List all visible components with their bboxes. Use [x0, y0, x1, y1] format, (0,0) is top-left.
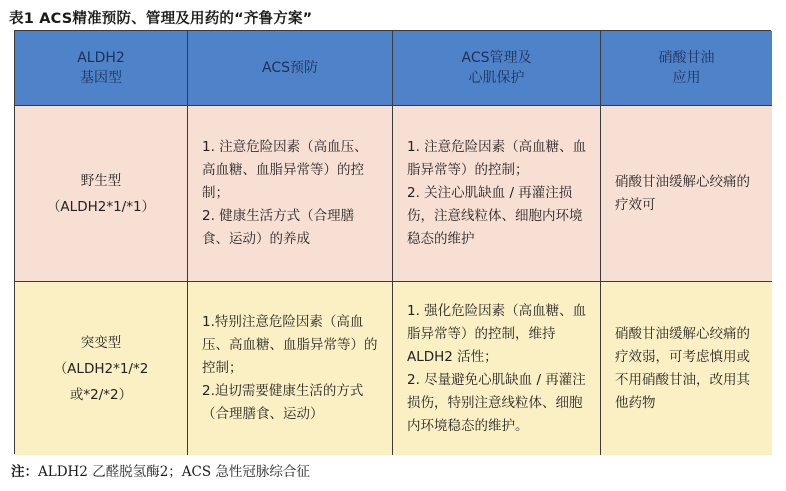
header-nitroglycerin-line2: 应用 — [672, 70, 701, 86]
header-prevention-line1: ACS预防 — [262, 60, 318, 76]
header-genotype-line1: ALDH2 — [77, 50, 125, 66]
row1-genotype-name: 野生型 — [80, 172, 122, 189]
header-management-line1: ACS管理及 — [461, 50, 532, 66]
row1-management-item: 1. 注意危险因素（高血糖、血脂异常等）的控制； — [407, 139, 587, 178]
acs-table — [14, 30, 771, 454]
row1-genotype — [15, 106, 188, 282]
row1-management-item: 2. 关注心肌缺血 / 再灌注损伤，注意线粒体、细胞内环境稳态的维护 — [407, 185, 583, 247]
row1-prevention-item: 1. 注意危险因素（高血压、高血糖、血脂异常等）的控制； — [202, 139, 368, 201]
row1-prevention — [188, 106, 393, 282]
header-genotype — [15, 31, 188, 106]
row2-management — [393, 282, 601, 455]
footnote-label: 注： — [11, 464, 38, 480]
row2-prevention-item: 1.特别注意危险因素（高血压、高血糖、血脂异常等）的控制； — [202, 314, 378, 376]
row2-management-item: 1. 强化危险因素（高血糖、血脂异常等）的控制，维持ALDH2 活性； — [407, 302, 587, 365]
row2-genotype-code-alt: 或*2/*2） — [69, 386, 133, 403]
header-management — [393, 31, 601, 106]
row1-nitroglycerin — [601, 106, 772, 282]
table-title: 表1 ACS精准预防、管理及用药的“齐鲁方案” — [9, 11, 313, 27]
row2-nitroglycerin — [601, 282, 772, 455]
row1-prevention-item: 2. 健康生活方式（合理膳食、运动）的养成 — [202, 208, 355, 247]
header-prevention — [188, 31, 393, 106]
row2-prevention — [188, 282, 393, 455]
row2-management-item: 2. 尽量避免心肌缺血 / 再灌注损伤，特别注意线粒体、细胞内环境稳态的维护。 — [407, 371, 586, 434]
row2-nitroglycerin-text: 硝酸甘油缓解心绞痛的疗效弱，可考虑慎用或不用硝酸甘油，改用其他药物 — [615, 325, 750, 411]
row1-management — [393, 106, 601, 282]
header-management-line2: 心肌保护 — [468, 70, 525, 86]
row2-genotype-name: 突变型 — [80, 334, 122, 351]
footnote-text: ALDH2 乙醛脱氢酶2；ACS 急性冠脉综合征 — [38, 464, 310, 480]
row1-genotype-code: （ALDH2*1/*1） — [46, 198, 156, 215]
row2-genotype — [15, 282, 188, 455]
row2-prevention-item: 2.迫切需要健康生活的方式（合理膳食、运动） — [202, 383, 364, 422]
row1-nitroglycerin-text: 硝酸甘油缓解心绞痛的疗效可 — [615, 173, 750, 213]
header-nitroglycerin-line1: 硝酸甘油 — [658, 50, 715, 66]
header-genotype-line2: 基因型 — [80, 70, 122, 86]
header-nitroglycerin — [601, 31, 772, 106]
row2-genotype-code: （ALDH2*1/*2 — [53, 360, 149, 377]
table-footnote — [11, 460, 310, 480]
